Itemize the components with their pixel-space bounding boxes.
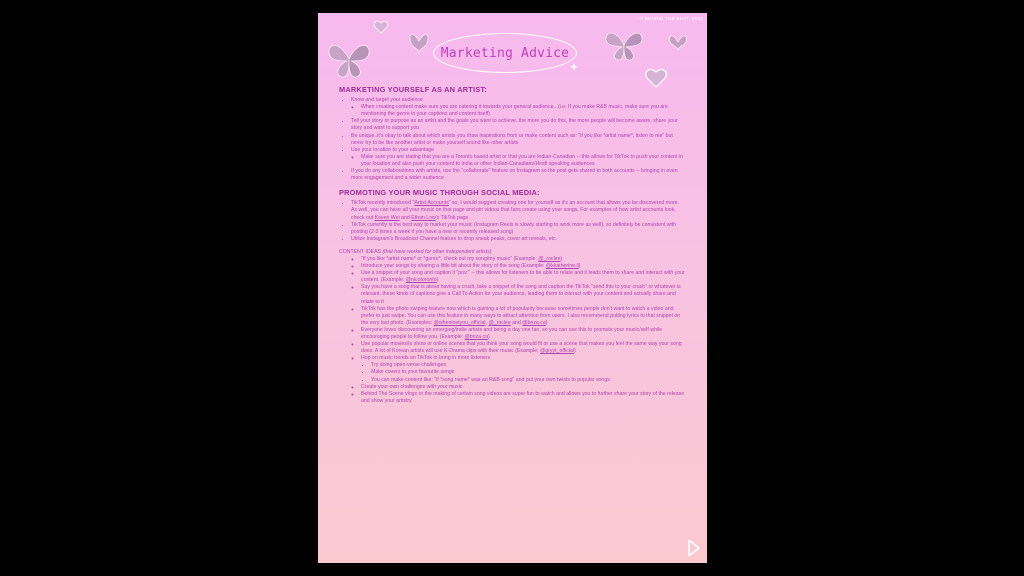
list-item: ◦ When creating content make sure you are catering it towards your general audience...(i.e. If you make R&B music, make sure you are mentioning the genre in your captions and content itself)	[361, 104, 685, 118]
section-heading: MARKETING YOURSELF AS AN ARTIST:	[339, 85, 487, 94]
list-item: ◦ Create your own challenges with your music	[361, 384, 685, 391]
title-oval	[433, 33, 577, 73]
bnza-link[interactable]: @bnza.ca	[464, 334, 488, 340]
list-item: • If you do any collaborations with artists, use the "collaborate" feature on Instagram so the post gets shared to both accounts -- bringing in even more engagement and a wider audience	[351, 168, 685, 182]
play-logo-icon	[687, 539, 701, 557]
section-heading: PROMOTING YOUR MUSIC THROUGH SOCIAL MEDIA:	[339, 188, 540, 198]
butterfly-icon	[604, 27, 644, 63]
list-item: ◦ Say you have a song that is about having a crush, take a snippet of the song and caption the TikTok "send this to your crush" or whatever is relevant..these kinds of captions give a Call To Action for your audience, leading them to interact with your content and actually share and relate to it	[361, 284, 685, 305]
list-item: ◦ "If you like *artist name* or *genre*, check out my song/my music" (Example: @_roclee)	[361, 256, 685, 263]
list-item: ◦ Behind The Scene vlogs or the making of certain song videos are super fun to watch and allows you to further share your story of the release and show your artistry	[361, 391, 685, 405]
roclee-link[interactable]: @_roclee	[488, 319, 511, 326]
list-item: • Be unique..it's okay to talk about which artists you draw inspirations from or make content such as: "if you like *artist name*, listen to me" but never try to be like another artist or make yourself sound like other artists	[351, 133, 685, 147]
roclee-link[interactable]: @_roclee	[538, 255, 561, 262]
butterfly-icon	[668, 31, 688, 53]
heart-icon	[373, 19, 389, 35]
section-content-ideas	[339, 249, 685, 405]
artist-accounts-link[interactable]: Artist Accounts	[414, 200, 449, 207]
list-item: • Use your location to your advantage ◦ Make sure you are stating that you are a Toronto based artist or that you are Indian-Canadian -- this allows for TikTok to push your content in your location and also push your content to India or other Indian-Canadians/Hindi speaking audiences	[351, 147, 685, 168]
list-item: ◦ TikTok has the photo swiping feature now which is gaining a lot of popularity because sometimes people don't want to watch a video and prefer to just swipe. You can use this feature in many ways to attract attention from users. I also recommend putting lyrics to that snippet on the very last photo. (Examples: @wheninetyou_official, @_roclee and @bnza.ca)	[361, 306, 685, 327]
list-item: • Utilize Instagram's Broadcast Channel feature to drop sneak peaks, cover art reveals, etc.	[351, 236, 685, 243]
list-item: ▪ You can make content like; "if *song name* was an R&B song" and put your own twists to popular songs	[371, 377, 685, 384]
content-ideas-label: CONTENT IDEAS (that have worked for other independent artists)	[339, 248, 492, 255]
list-item: • TikTok recently introduced "Artist Accounts" so, I would suggest creating one for yourself as it's an account that allows you be discovered more. As well, you can have all your music on that page and pin videos that fans create using your songs. For examples of how artist accounts look, check out Koven Wei and Ethan Low's TikTok page	[351, 200, 685, 221]
list-item: • TikTok currently is the best way to market your music (Instagram Reels is slowly starting to work more as well), so definitely be consistent with posting (2-3 times a week if you have a new or recently released song)	[351, 222, 685, 236]
document-body	[339, 86, 685, 405]
list-item: ◦ Everyone loves discovering an emerging/indie artists and being a day one fan, so you can use this to promote your music/self while encouraging people to follow you. (Example: @bnza.ca)	[361, 327, 685, 341]
list-item: ▪ Try doing open-verse challenges	[371, 362, 685, 369]
list-item: ▪ Make covers to your favourite songs	[371, 369, 685, 376]
butterfly-icon	[326, 39, 372, 81]
gryyt-link[interactable]: @gryyt_official	[540, 348, 575, 355]
list-item: ◦ Make sure you are stating that you are a Toronto based artist or that you are Indian-Canadian -- this allows for TikTok to push your content in your location and also push your content to India or other Indian-Canadians/Hindi speaking audiences	[361, 154, 685, 168]
page-title: Marketing Advice	[440, 45, 570, 61]
sparkle-icon	[570, 63, 578, 71]
list-item: • Tell your story or purpose as an artist and the goals you want to achieve..the more you do this, the more people will become aware, share your story and want to support you	[351, 118, 685, 132]
section-promoting-music	[339, 189, 685, 243]
bnza-link[interactable]: @bnza.ca	[522, 319, 546, 326]
list-item: ◦ Introduce your songs by sharing a little bit about the story of the song (Example: @kkatherine.li)	[361, 263, 685, 270]
section-marketing-yourself	[339, 86, 685, 182]
list-item: ◦ Use popular movies/tv show or online scenes that you think your song would fit or use a scene that makes you feel the same way your song does. A lot of Korean artists will use K-Drama clips with their music (Example: @gryyt_official)	[361, 341, 685, 355]
list-item: ◦ Use a snippet of your song and caption it "pov:" -- this allows for listeners to be able to relate and it leads them to share and interact with your content. (Example: @nicotoronto)	[361, 270, 685, 284]
ethan-low-link[interactable]: Ethan Low	[411, 214, 436, 221]
kkatherine-link[interactable]: @kkatherine.li	[545, 263, 579, 270]
koven-wei-link[interactable]: Koven Wei	[374, 214, 400, 221]
list-item: ◦ Hop on music trends on TikTok to bring in more listeners ▪ Try doing open-verse challenges ▪ Make covers to your favourite songs ▪ You can make content like; "if *song name* was an R&B song" and put your own twists to popular songs	[361, 355, 685, 383]
wheninetyou-link[interactable]: @wheninetyou_official	[433, 319, 486, 326]
nicotoronto-link[interactable]: @nicotoronto	[405, 277, 437, 284]
butterfly-icon	[408, 25, 430, 57]
list-item: • Know and target your audience ◦ When creating content make sure you are catering it towards your general audience...(i.e. If you make R&B music, make sure you are mentioning the genre in your captions and content itself)	[351, 97, 685, 118]
document-page	[318, 13, 707, 563]
brand-text: © BEHIND THE BEAT, 2024	[639, 16, 703, 21]
